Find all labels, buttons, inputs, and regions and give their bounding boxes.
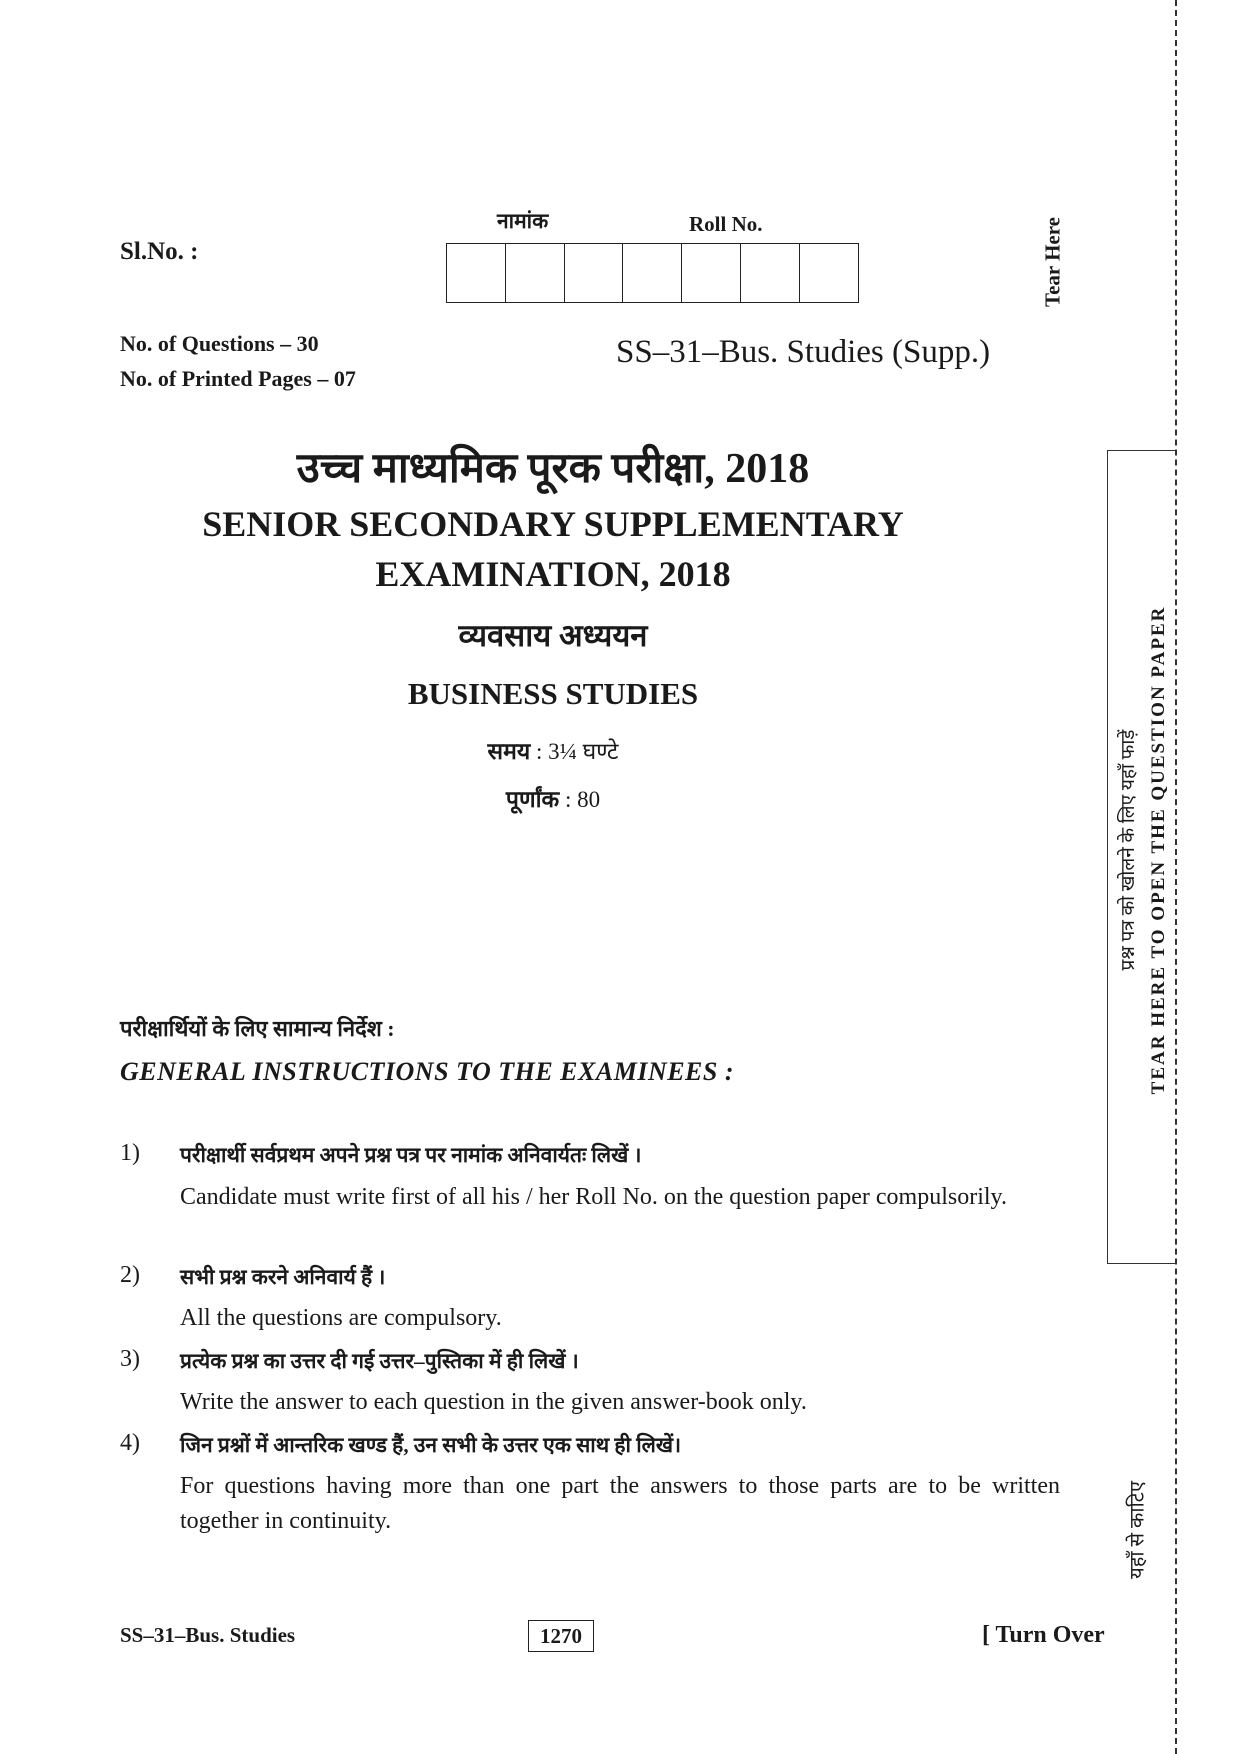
paper-code: SS–31–Bus. Studies (Supp.) <box>616 334 991 370</box>
instruction-hindi: सभी प्रश्न करने अनिवार्य हैं । <box>180 1265 386 1289</box>
exam-title-line2: EXAMINATION, 2018 <box>375 554 731 594</box>
instructions-heading-hindi: परीक्षार्थियों के लिए सामान्य निर्देश : <box>120 1016 395 1041</box>
roll-number-label: Roll No. <box>689 212 763 236</box>
roll-digit-box[interactable] <box>682 244 741 302</box>
subject-english: BUSINESS STUDIES <box>407 676 699 711</box>
instructions-heading: GENERAL INSTRUCTIONS TO THE EXAMINEES : <box>120 1057 735 1086</box>
roll-digit-box[interactable] <box>565 244 624 302</box>
turn-over-label: [ Turn Over <box>982 1622 1105 1648</box>
roll-number-label-hindi: नामांक <box>497 209 549 233</box>
number-of-pages: No. of Printed Pages – 07 <box>120 366 356 391</box>
serial-number-label: Sl.No. : <box>120 238 199 265</box>
exam-title-hindi: उच्च माध्यमिक पूरक परीक्षा, 2018 <box>296 446 810 492</box>
time-allowed <box>0 734 1106 766</box>
time-label: समय <box>487 739 531 764</box>
instruction-number: 1) <box>120 1140 140 1166</box>
tear-instruction-hindi: प्रश्न पत्र को खोलने के लिए यहाँ फाड़ें <box>1118 729 1139 971</box>
marks-label: पूर्णांक <box>505 787 560 812</box>
maximum-marks <box>0 782 1106 814</box>
instruction-hindi: जिन प्रश्नों में आन्तरिक खण्ड हैं, उन सभी के उत्तर एक साथ ही लिखें। <box>180 1433 682 1457</box>
roll-digit-box[interactable] <box>800 244 858 302</box>
roll-digit-box[interactable] <box>447 244 506 302</box>
exam-title-line1: SENIOR SECONDARY SUPPLEMENTARY <box>202 504 904 544</box>
instruction-english: All the questions are compulsory. <box>180 1305 502 1331</box>
cut-here-label: यहाँ से काटिए <box>1126 1481 1149 1579</box>
tear-here-label: Tear Here <box>1040 217 1065 308</box>
subject-hindi: व्यवसाय अध्ययन <box>458 618 648 653</box>
footer-paper-code: SS–31–Bus. Studies <box>120 1623 296 1647</box>
instruction-number: 4) <box>120 1430 140 1456</box>
instruction-number: 3) <box>120 1346 140 1372</box>
roll-number-boxes <box>446 243 859 303</box>
instruction-english: For questions having more than one part the answers to those parts are to be written together in continuity. <box>180 1473 1060 1534</box>
roll-digit-box[interactable] <box>623 244 682 302</box>
instruction-english: Candidate must write first of all his / her Roll No. on the question paper compulsorily. <box>180 1184 1007 1210</box>
marks-value: : 80 <box>559 787 601 812</box>
instruction-hindi: परीक्षार्थी सर्वप्रथम अपने प्रश्न पत्र पर नामांक अनिवार्यतः लिखें । <box>180 1143 642 1167</box>
instruction-hindi: प्रत्येक प्रश्न का उत्तर दी गई उत्तर–पुस्तिका में ही लिखें । <box>180 1349 579 1373</box>
instruction-english: Write the answer to each question in the given answer-book only. <box>180 1389 807 1415</box>
roll-digit-box[interactable] <box>506 244 565 302</box>
roll-digit-box[interactable] <box>741 244 800 302</box>
instruction-number: 2) <box>120 1262 140 1288</box>
time-value: : 3¼ घण्टे <box>530 739 619 764</box>
number-of-questions: No. of Questions – 30 <box>120 331 319 356</box>
footer-code-box: 1270 <box>528 1620 594 1652</box>
tear-instruction-english: TEAR HERE TO OPEN THE QUESTION PAPER <box>1148 605 1169 1095</box>
